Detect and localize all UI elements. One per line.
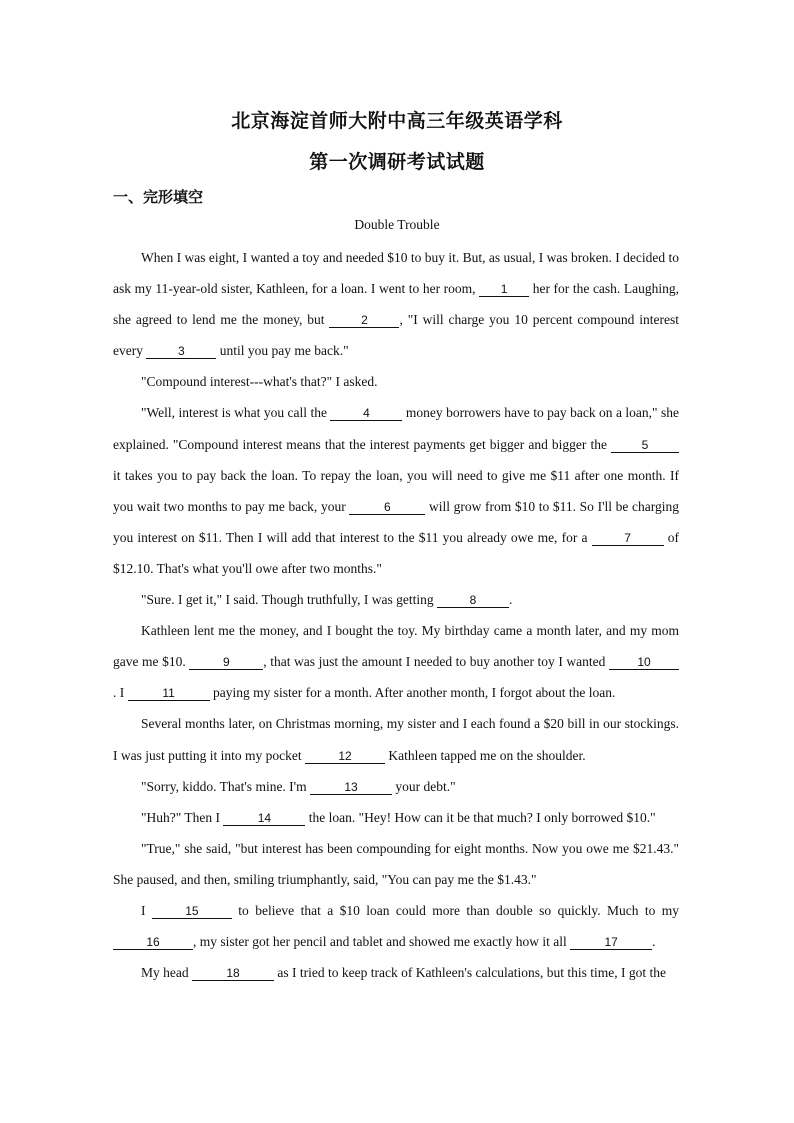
section-heading: 一、完形填空 <box>113 188 204 206</box>
paragraph: Kathleen lent me the money, and I bought the toy. My birthday came a month later, and my mom gave me $10. 9 , that was just the amount I needed to buy another toy I wanted 10. I 11 paying my sister for a month. After another month, I forgot about the loan. <box>113 623 679 701</box>
blank-12[interactable]: 12 <box>305 749 385 764</box>
blank-7[interactable]: 7 <box>592 531 664 546</box>
blank-3[interactable]: 3 <box>146 344 216 359</box>
paragraph: Several months later, on Christmas morning, my sister and I each found a $20 bill in our stockings. I was just putting it into my pocket 12 Kathleen tapped me on the shoulder. <box>113 716 679 763</box>
blank-1[interactable]: 1 <box>479 282 529 297</box>
blank-17[interactable]: 17 <box>570 935 652 950</box>
blank-8[interactable]: 8 <box>437 593 509 608</box>
blank-18[interactable]: 18 <box>192 966 274 981</box>
paragraph: "True," she said, "but interest has been compounding for eight months. Now you owe me $21.43." She paused, and then, smiling triumphantly, said, "You can pay me the $1.43." <box>113 840 679 887</box>
paragraph: "Huh?" Then I 14 the loan. "Hey! How can it be that much? I only borrowed $10." <box>141 809 656 825</box>
paragraph: "Well, interest is what you call the 4 money borrowers have to pay back on a loan," she explained. "Compound interest means that the interest payments get bigger and bigger the 5 it takes you to pay back the loan. To repay the loan, you will need to give me $11 after one month. If you wait two months to pay me back, your 6 will grow from $10 to $11. So I'll be charging you interest on $11. Then I will add that interest to the $11 you already owe me, for a 7 of $12.10. That's what you'll owe after two months." <box>113 405 680 576</box>
exam-subtitle: 第一次调研考试试题 <box>309 151 485 173</box>
blank-5[interactable]: 5 <box>611 438 679 453</box>
passage-title: Double Trouble <box>354 217 440 232</box>
paragraph: "Compound interest---what's that?" I asked. <box>141 374 378 390</box>
blank-11[interactable]: 11 <box>128 686 210 701</box>
blank-4[interactable]: 4 <box>330 406 402 421</box>
blank-16[interactable]: 16 <box>113 935 193 950</box>
paragraph: When I was eight, I wanted a toy and needed $10 to buy it. But, as usual, I was broken. I decided to ask my 11-year-old sister, Kathleen, for a loan. I went to her room, 1 her for the cash. Laughing, she agreed to lend me the money, but 2 , "I will charge you 10 percent compound interest every 3 until you pay me back." <box>113 250 679 359</box>
exam-title: 北京海淀首师大附中高三年级英语学科 <box>231 110 563 132</box>
passage-body <box>113 242 679 988</box>
blank-15[interactable]: 15 <box>152 904 232 919</box>
paragraph: "Sorry, kiddo. That's mine. I'm 13 your debt." <box>141 778 456 794</box>
blank-10[interactable]: 10 <box>609 655 679 670</box>
paragraph: My head 18 as I tried to keep track of Kathleen's calculations, but this time, I got the <box>141 965 666 981</box>
blank-14[interactable]: 14 <box>223 811 305 826</box>
paragraph: I 15 to believe that a $10 loan could more than double so quickly. Much to my 16 , my sister got her pencil and tablet and showed me exactly how it all 17 . <box>113 895 679 957</box>
blank-9[interactable]: 9 <box>189 655 263 670</box>
blank-6[interactable]: 6 <box>349 500 425 515</box>
blank-2[interactable]: 2 <box>329 313 399 328</box>
paragraph: "Sure. I get it," I said. Though truthfully, I was getting 8 . <box>141 592 513 608</box>
blank-13[interactable]: 13 <box>310 780 392 795</box>
